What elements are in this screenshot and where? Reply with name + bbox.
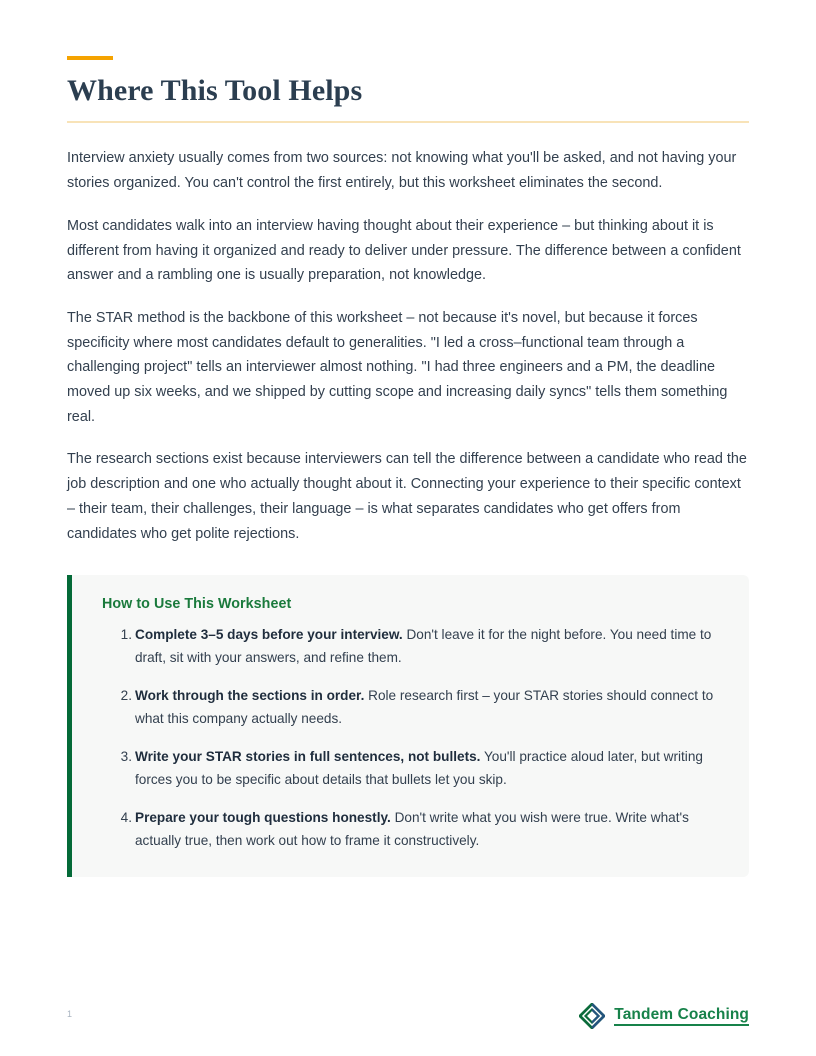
list-item-lead: Work through the sections in order. bbox=[135, 688, 365, 704]
accent-bar bbox=[67, 56, 113, 60]
tandem-diamond-icon bbox=[579, 1003, 605, 1029]
paragraph-1: Interview anxiety usually comes from two sources: not knowing what you'll be asked, and not having your stories organized. You can't control the first entirely, but this worksheet eliminates the second. bbox=[67, 150, 737, 192]
list-item-rest: You'll practice aloud later, but writing forces you to be specific about details that bullets let you skip. bbox=[135, 749, 703, 787]
list-item bbox=[102, 685, 723, 730]
brand-name: Tandem Coaching bbox=[614, 1006, 749, 1026]
callout-title: How to Use This Worksheet bbox=[102, 596, 292, 613]
page-footer bbox=[0, 1001, 816, 1041]
list-item-lead: Complete 3–5 days before your interview. bbox=[135, 627, 403, 643]
how-to-use-callout bbox=[67, 575, 749, 877]
list-item bbox=[102, 624, 723, 669]
paragraph-3: The STAR method is the backbone of this worksheet – not because it's novel, but because it forces specificity where most candidates default to generalities. "I led a cross–functional team through a challenging project" tells an interviewer almost nothing. "I had three engineers and a PM, the deadline moved up six weeks, and we shipped by cutting scope and increasing daily syncs" tells them something real. bbox=[67, 309, 728, 425]
brand-logo bbox=[579, 1003, 749, 1029]
list-item bbox=[102, 807, 723, 852]
list-item-lead: Write your STAR stories in full sentences, not bullets. bbox=[135, 749, 481, 765]
list-item-rest: Don't write what you wish were true. Write what's actually true, then work out how to frame it constructively. bbox=[135, 810, 689, 848]
list-item-rest: Role research first – your STAR stories should connect to what this company actually needs. bbox=[135, 688, 714, 726]
title-divider bbox=[67, 121, 749, 123]
paragraph-4: The research sections exist because interviewers can tell the difference between a candidate who read the job description and one who actually thought about it. Connecting your experience to their specific context – their team, their challenges, their language – is what separates candidates who get offers from candidates who get polite rejections. bbox=[67, 451, 747, 542]
paragraph-2: Most candidates walk into an interview having thought about their experience – but thinking about it is different from having it organized and ready to deliver under pressure. The difference between a confident answer and a rambling one is usually preparation, not knowledge. bbox=[67, 217, 741, 284]
body-copy bbox=[67, 146, 749, 546]
page-number: 1 bbox=[67, 1009, 73, 1019]
page-content bbox=[67, 0, 749, 877]
list-item-lead: Prepare your tough questions honestly. bbox=[135, 810, 391, 826]
page-title: Where This Tool Helps bbox=[67, 74, 363, 107]
list-item-rest: Don't leave it for the night before. You need time to draft, sit with your answers, and refine them. bbox=[135, 627, 712, 665]
callout-list bbox=[102, 624, 723, 852]
list-item bbox=[102, 746, 723, 791]
